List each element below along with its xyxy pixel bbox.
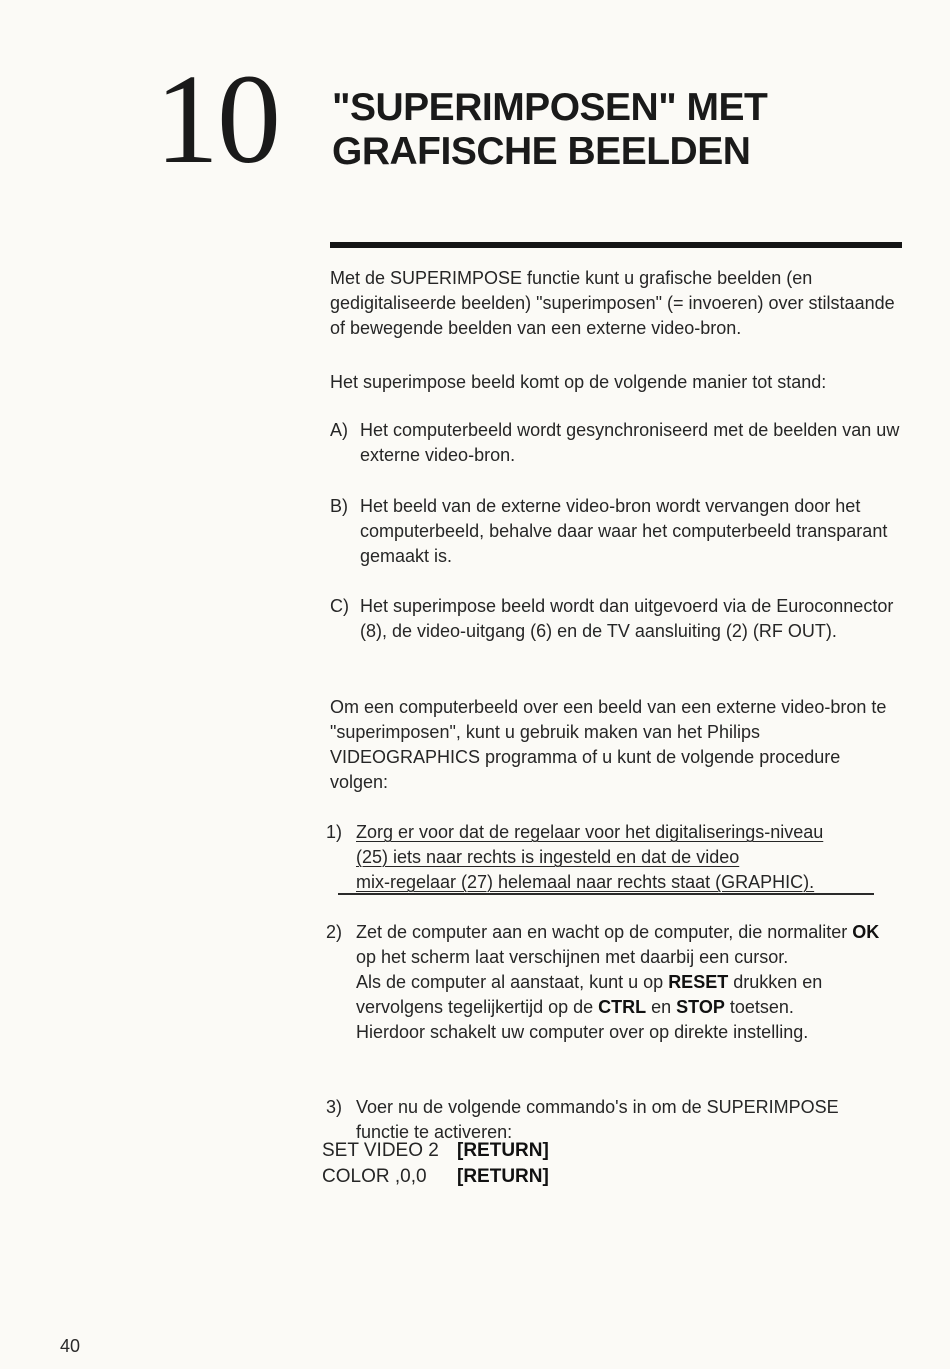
command-text: SET VIDEO 2 [322,1140,439,1161]
command-row [322,1164,549,1190]
step-2-paragraph-2: Als de computer al aanstaat, kunt u op RESET drukken en vervolgens tegelijkertijd op de CTRL en STOP toetsen. [356,972,823,1017]
section-rule [330,242,902,248]
command-block [322,1138,549,1190]
step-label: 3) [326,1097,343,1117]
chapter-number: 10 [155,48,279,190]
list-text: Het beeld van de externe video-bron wordt vervangen door het computerbeeld, behalve daar waar het computerbeeld transparant gemaakt is. [360,496,888,566]
chapter-title [332,86,912,174]
list-text: Het computerbeeld wordt gesynchroniseerd met de beelden van uw externe video-bron. [360,420,900,465]
chapter-title-line-1: "SUPERIMPOSEN" MET [332,86,768,129]
step-2-paragraph-3: Hierdoor schakelt uw computer over op direkte instelling. [356,1022,809,1042]
list-text: Het superimpose beeld wordt dan uitgevoerd via de Euroconnector (8), de video-uitgang (6) en de TV aansluiting (2) (RF OUT). [360,596,894,641]
step-text [356,820,896,895]
step-1-line-1: Zorg er voor dat de regelaar voor het digitaliserings-niveau [356,822,824,842]
step-text: Voer nu de volgende commando's in om de SUPERIMPOSE functie te activeren: [356,1097,839,1142]
command-text: COLOR ,0,0 [322,1166,427,1187]
step-1-line-2: (25) iets naar rechts is ingesteld en dat de video [356,847,740,867]
intro-paragraph: Met de SUPERIMPOSE functie kunt u grafische beelden (en gedigitaliseerde beelden) "superimposen" (= invoeren) over stilstaande of bewegende beelden van een externe video-bron. [330,268,895,338]
step-1 [326,820,886,900]
command-key: [RETURN] [457,1140,549,1161]
command-key: [RETURN] [457,1166,549,1187]
ok-keyword: OK [852,922,880,942]
step-text [356,920,896,1045]
list-label: A) [330,420,348,440]
procedure-intro: Om een computerbeeld over een beeld van een externe video-bron te "superimposen", kunt u gebruik maken van het Philips VIDEOGRAPHICS programma of u kunt de volgende procedure volgen: [330,697,887,792]
step-label: 2) [326,922,343,942]
stop-key: STOP [676,997,725,1017]
list-label: C) [330,596,349,616]
chapter-title-line-2: GRAFISCHE BEELDEN [332,130,751,173]
ctrl-key: CTRL [598,997,647,1017]
reset-key: RESET [668,972,729,992]
step-2-paragraph-1: Zet de computer aan en wacht op de computer, die normaliter OK op het scherm laat verschijnen met daarbij een cursor. [356,922,880,967]
handwritten-underline [338,893,874,895]
step-1-line-3: mix-regelaar (27) helemaal naar rechts staat (GRAPHIC). [356,872,815,892]
lead-paragraph: Het superimpose beeld komt op de volgende manier tot stand: [330,372,827,392]
command-row [322,1138,549,1164]
list-label: B) [330,496,348,516]
step-label: 1) [326,822,343,842]
page-number: 40 [60,1336,81,1356]
